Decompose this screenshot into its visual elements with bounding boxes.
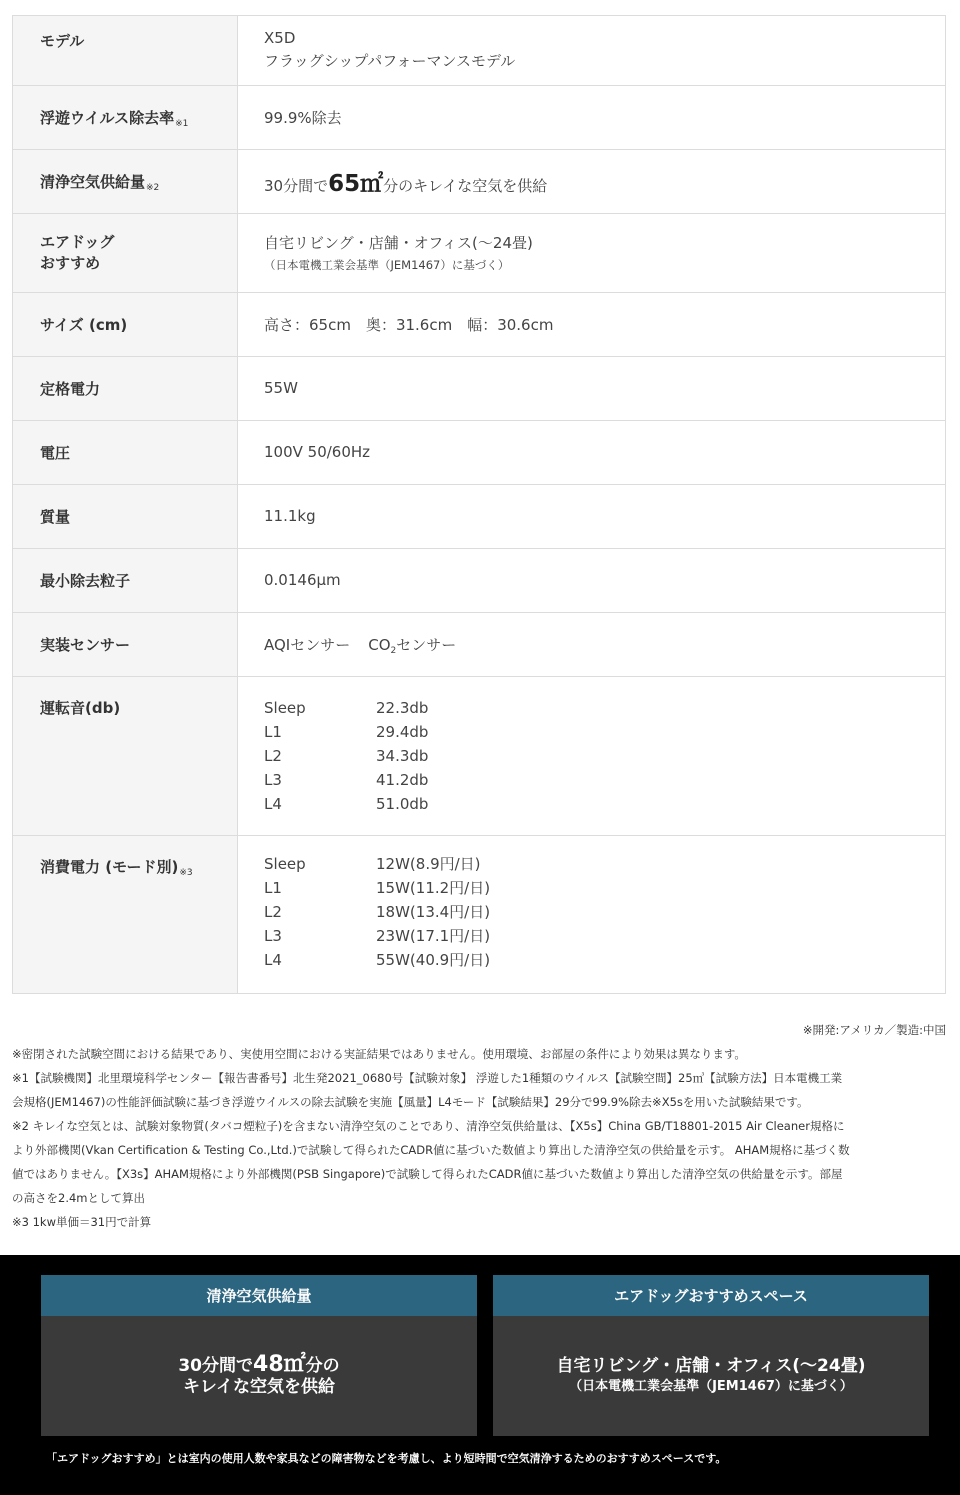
mode-row xyxy=(264,852,945,876)
spec-row-noise xyxy=(13,677,946,836)
model-description: フラッグシップパフォーマンスモデル xyxy=(264,52,516,70)
spec-label xyxy=(13,485,238,549)
mode-value: 18W(13.4円/日) xyxy=(376,903,491,921)
particle-label: 最小除去粒子 xyxy=(40,571,131,590)
voltage-label: 電圧 xyxy=(40,443,71,462)
mode-name: L4 xyxy=(264,795,282,813)
spec-row-recommend xyxy=(13,214,946,293)
mode-row xyxy=(264,768,945,792)
mode-row xyxy=(264,696,945,720)
spec-value xyxy=(238,485,946,549)
card1-post: 分の xyxy=(305,1356,340,1376)
mode-row xyxy=(264,792,945,816)
spec-row-mass xyxy=(13,485,946,549)
sensor-label: 実装センサー xyxy=(40,635,131,654)
mode-name: Sleep xyxy=(264,855,306,873)
spec-value xyxy=(238,677,946,836)
sensor-aqi: AQIセンサー xyxy=(264,635,351,654)
spec-label xyxy=(13,836,238,994)
noise-list xyxy=(264,677,945,816)
note-line: ※1【試験機関】北里環境科学センター【報告書番号】北生発2021_0680号【試験対象】 浮遊した1種類のウイルス【試験空間】25㎥【試験方法】日本電機工業 xyxy=(12,1071,843,1085)
mode-name: Sleep xyxy=(264,699,306,717)
clean-air-card-title: 清浄空気供給量 xyxy=(41,1275,477,1316)
note-line: ※2 キレイな空気とは、試験対象物質(タバコ煙粒子)を含まない清浄空気のことであり、清浄空気供給量は、【X5s】China GB/T18801-2015 Air Cleaner規格に xyxy=(12,1119,845,1133)
virus-label: 浮遊ウイルス除去率 xyxy=(40,108,175,127)
clean-air-label: 清浄空気供給量 xyxy=(40,172,146,191)
origin-note: ※開発:アメリカ／製造:中国 xyxy=(802,1023,946,1037)
noise-label: 運転音(db) xyxy=(40,699,121,717)
mode-value: 12W(8.9円/日) xyxy=(376,855,481,873)
rated-power-value: 55W xyxy=(264,379,298,397)
voltage-value: 100V 50/60Hz xyxy=(264,443,371,461)
mass-label: 質量 xyxy=(40,507,71,526)
mode-row xyxy=(264,876,945,900)
mode-value: 22.3db xyxy=(376,699,429,717)
recommend-standard: （日本電機工業会基準（JEM1467）に基づく） xyxy=(264,258,510,272)
mode-name: L1 xyxy=(264,723,282,741)
spec-label xyxy=(13,677,238,836)
mode-row xyxy=(264,900,945,924)
mode-row xyxy=(264,924,945,948)
recommend-label-2: おすすめ xyxy=(40,253,101,272)
card2-line2: （日本電機工業会基準（JEM1467）に基づく） xyxy=(569,1378,853,1394)
spec-label xyxy=(13,16,238,86)
spec-row-clean-air xyxy=(13,150,946,214)
spec-table xyxy=(12,15,946,994)
mode-name: L1 xyxy=(264,879,282,897)
spec-label xyxy=(13,613,238,677)
mode-row xyxy=(264,744,945,768)
clean-air-post: 分のキレイな空気を供給 xyxy=(383,176,548,195)
clean-air-footnote-mark: ※2 xyxy=(146,182,160,193)
size-value: 高さ：65cm 奥：31.6cm 幅：30.6cm xyxy=(264,315,554,334)
mode-value: 29.4db xyxy=(376,723,429,741)
spec-row-virus xyxy=(13,86,946,150)
spec-label xyxy=(13,549,238,613)
spec-label xyxy=(13,86,238,150)
card2-line1: 自宅リビング・店舗・オフィス(〜24畳) xyxy=(556,1355,866,1376)
mode-row xyxy=(264,948,945,972)
mode-value: 41.2db xyxy=(376,771,429,789)
spec-row-size xyxy=(13,293,946,357)
mode-value: 55W(40.9円/日) xyxy=(376,951,491,969)
mode-name: L3 xyxy=(264,927,282,945)
note-line: 値ではありません。【X3s】AHAM規格により外部機関(PSB Singapore)で試験して得られたCADR値に基づいた数値より算出した清浄空気の供給量を示す。部屋 xyxy=(12,1167,843,1181)
mode-name: L2 xyxy=(264,747,282,765)
mode-name: L4 xyxy=(264,951,282,969)
mode-value: 34.3db xyxy=(376,747,429,765)
model-name: X5D xyxy=(264,29,296,47)
recommend-space-card xyxy=(493,1275,929,1436)
note-line: より外部機関(Vkan Certification & Testing Co.,Ltd.)で試験して得られたCADR値に基づいた数値より算出した清浄空気の供給量を示す。 AHAM規格に基づく数 xyxy=(12,1143,850,1157)
virus-value: 99.9%除去 xyxy=(264,108,342,127)
recommend-footnote: 「エアドッグおすすめ」とは室内の使用人数や家具などの障害物などを考慮し、より短時間で空気清浄するためのおすすめスペースです。 xyxy=(46,1452,727,1465)
clean-air-card xyxy=(41,1275,477,1436)
mode-value: 15W(11.2円/日) xyxy=(376,879,491,897)
mode-name: L3 xyxy=(264,771,282,789)
clean-air-amount: 65㎡ xyxy=(328,170,384,197)
spec-value xyxy=(238,421,946,485)
note-line: ※3 1kw単価＝31円で計算 xyxy=(12,1215,152,1229)
spec-value xyxy=(238,836,946,994)
recommend-space-card-body xyxy=(493,1316,929,1436)
virus-footnote-mark: ※1 xyxy=(175,118,189,129)
note-line: 会規格(JEM1467)の性能評価試験に基づき浮遊ウイルスの除去試験を実施【風量】L4モード【試験結果】29分で99.9%除去※X5sを用いた試験結果です。 xyxy=(12,1095,809,1109)
recommend-value: 自宅リビング・店舗・オフィス(〜24畳) xyxy=(264,234,533,252)
spec-row-voltage xyxy=(13,421,946,485)
recommend-label-1: エアドッグ xyxy=(40,232,115,251)
spec-label xyxy=(13,150,238,214)
spec-row-rated-power xyxy=(13,357,946,421)
spec-value xyxy=(238,86,946,150)
particle-value: 0.0146μm xyxy=(264,571,341,589)
sensor-co2: $CO_2$センサー xyxy=(368,635,457,656)
rated-power-label: 定格電力 xyxy=(40,379,101,398)
consumption-list xyxy=(264,836,945,972)
spec-value xyxy=(238,293,946,357)
card1-amount: 48㎡ xyxy=(253,1352,306,1377)
card1-line2: キレイな空気を供給 xyxy=(183,1377,335,1397)
bottom-banner xyxy=(0,1255,960,1495)
spec-label xyxy=(13,421,238,485)
spec-value xyxy=(238,613,946,677)
mode-name: L2 xyxy=(264,903,282,921)
spec-row-consumption xyxy=(13,836,946,994)
clean-air-card-body xyxy=(41,1316,477,1436)
consumption-label: 消費電力 (モード別) xyxy=(40,858,179,876)
spec-row-particle xyxy=(13,549,946,613)
clean-air-pre: 30分間で xyxy=(264,176,329,195)
mode-row xyxy=(264,720,945,744)
mass-value: 11.1kg xyxy=(264,507,316,525)
spec-label xyxy=(13,357,238,421)
spec-value xyxy=(238,214,946,293)
model-label: モデル xyxy=(40,32,85,50)
spec-value xyxy=(238,549,946,613)
note-line: の高さを2.4mとして算出 xyxy=(12,1191,145,1205)
spec-row-sensor xyxy=(13,613,946,677)
spec-label xyxy=(13,293,238,357)
card1-pre: 30分間で xyxy=(178,1356,254,1376)
size-label: サイズ (cm) xyxy=(40,315,128,334)
spec-value xyxy=(238,16,946,86)
spec-label xyxy=(13,214,238,293)
notes-section xyxy=(12,1018,946,1234)
mode-value: 51.0db xyxy=(376,795,429,813)
spec-value xyxy=(238,150,946,214)
spec-value xyxy=(238,357,946,421)
note-line: ※密閉された試験空間における結果であり、実使用空間における実証結果ではありません。使用環境、お部屋の条件により効果は異なります。 xyxy=(12,1047,746,1061)
spec-row-model xyxy=(13,16,946,86)
consumption-footnote-mark: ※3 xyxy=(179,868,193,878)
recommend-space-card-title: エアドッグおすすめスペース xyxy=(493,1275,929,1316)
mode-value: 23W(17.1円/日) xyxy=(376,927,491,945)
